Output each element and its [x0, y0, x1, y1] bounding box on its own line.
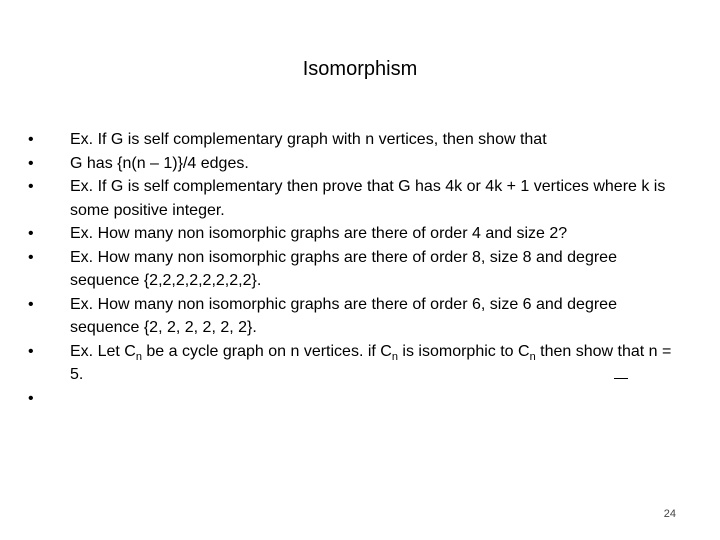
list-item [28, 222, 688, 246]
subscript-n: n [391, 350, 398, 363]
slide-title: Isomorphism [302, 58, 418, 80]
bullet-dot: • [28, 295, 34, 313]
bullet-text: Ex. How many non isomorphic graphs are there of order 4 and size 2? [70, 225, 568, 242]
list-item [28, 175, 688, 222]
cycle-text-part: be a cycle graph on n vertices. if C [141, 342, 392, 360]
page-number: 24 [663, 508, 676, 520]
list-item [28, 128, 688, 152]
cycle-text-part: then show that n = 5. [70, 342, 672, 383]
bullet-dot: • [28, 178, 34, 195]
bullet-text: G has {n(n – 1)}/4 edges. [70, 154, 249, 172]
bullet-dot: • [28, 154, 34, 172]
bullet-list [28, 128, 688, 410]
list-item [28, 293, 688, 340]
list-item [28, 387, 688, 411]
bullet-text: Ex. If G is self complementary then prove that G has 4k or 4k + 1 vertices where k is some positive integer. [70, 178, 666, 219]
subscript-n: n [529, 350, 536, 363]
bullet-dot: • [28, 248, 34, 266]
bullet-text-cycle [70, 340, 688, 387]
complement-bar-mark [614, 378, 628, 379]
bullet-dot: • [28, 389, 34, 407]
list-item [28, 340, 688, 387]
list-item [28, 152, 688, 176]
cycle-text-part: is isomorphic to C [397, 342, 530, 360]
subscript-n: n [135, 350, 142, 363]
bullet-dot: • [28, 225, 34, 242]
bullet-text-empty [70, 387, 688, 411]
bullet-text: Ex. How many non isomorphic graphs are there of order 8, size 8 and degree sequence {2,2,2,2,2,2,2,2}. [70, 248, 617, 289]
bullet-text: Ex. How many non isomorphic graphs are there of order 6, size 6 and degree sequence {2, 2, 2, 2, 2, 2}. [70, 295, 617, 336]
bullet-dot: • [28, 342, 34, 360]
cycle-text-part: Ex. Let C [70, 342, 136, 360]
bullet-dot: • [28, 131, 34, 148]
bullet-text: Ex. If G is self complementary graph with n vertices, then show that [70, 131, 547, 148]
list-item [28, 246, 688, 293]
